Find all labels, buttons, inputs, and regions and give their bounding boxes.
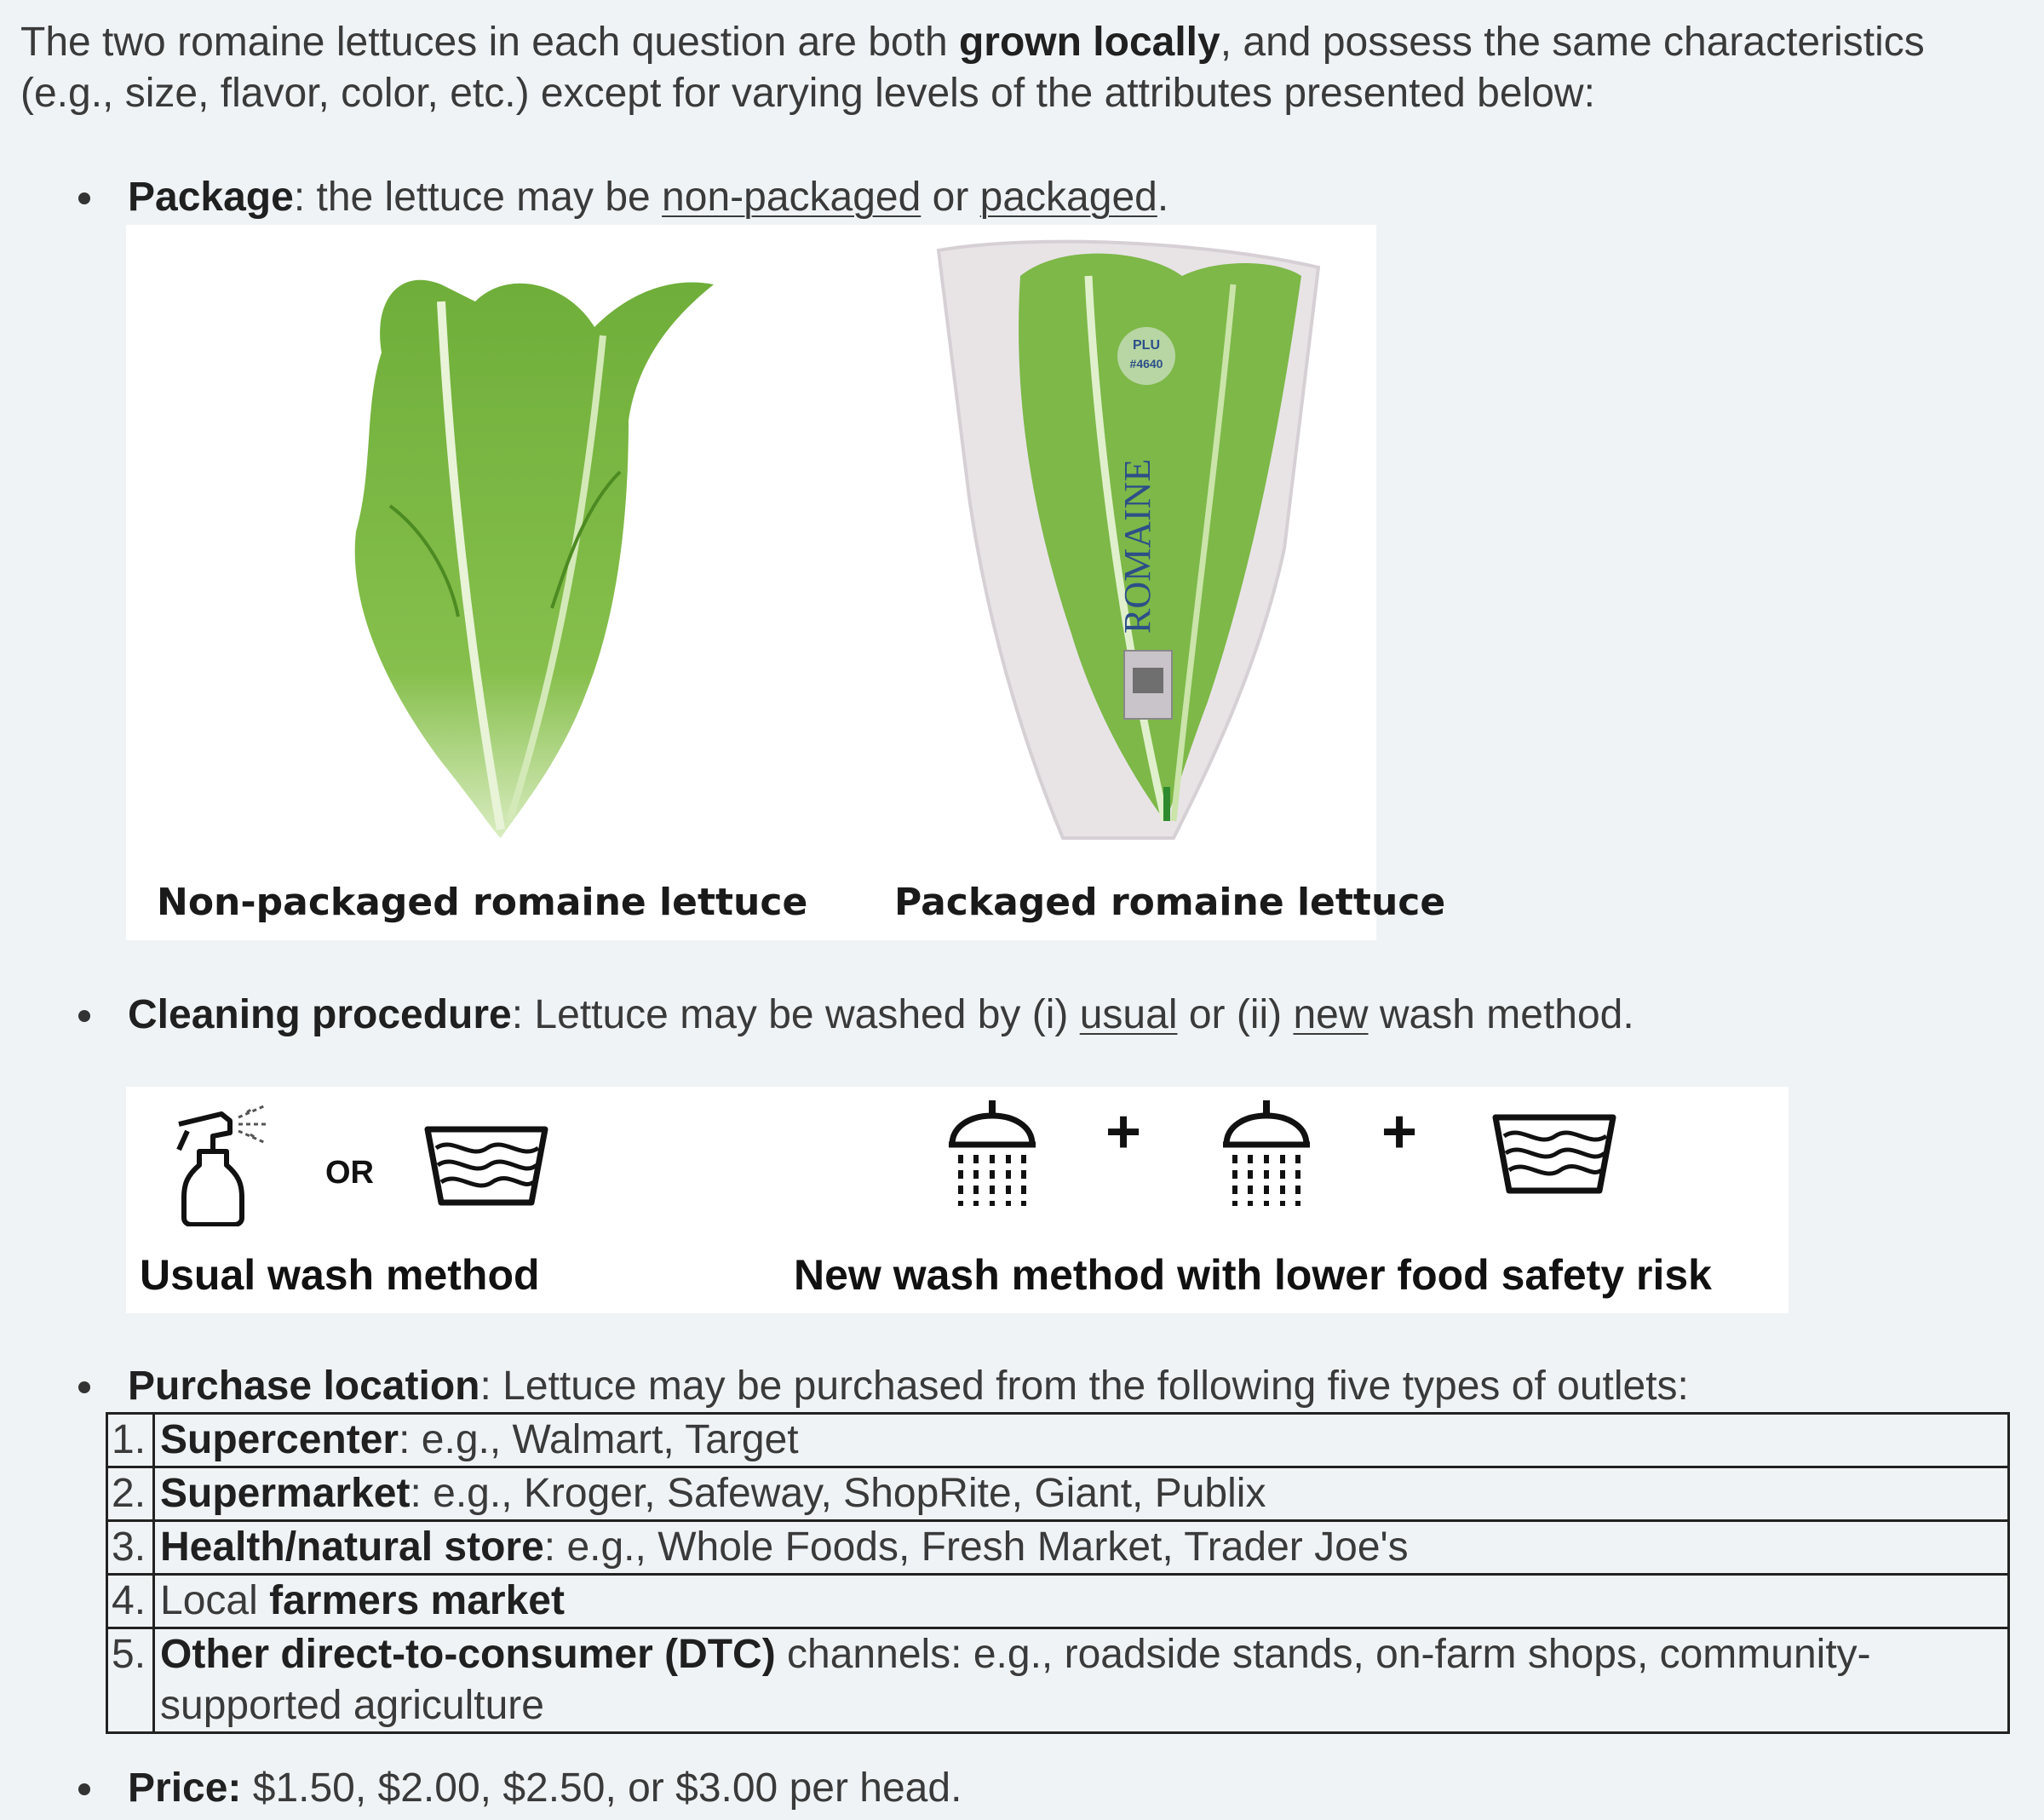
- table-row: [107, 1521, 2009, 1575]
- cleaning-text-3: wash method.: [1368, 992, 1634, 1037]
- packaged-lettuce-image: [927, 225, 1335, 847]
- purchase-label: Purchase location: [128, 1364, 480, 1409]
- price-text: [128, 1763, 962, 1814]
- cleaning-text-2: or (ii): [1177, 992, 1294, 1037]
- row-bold: Health/natural store: [160, 1524, 544, 1570]
- package-text: [128, 172, 1168, 223]
- bullet-dot: [78, 1783, 90, 1795]
- outlet-table: [106, 1412, 2010, 1734]
- table-row: [107, 1628, 2009, 1733]
- price-values: $1.50, $2.00, $2.50, or $3.00 per head.: [241, 1765, 962, 1811]
- shower-head-icon: [1220, 1097, 1313, 1208]
- row-content: [154, 1575, 2009, 1628]
- bullet-dot: [78, 1381, 90, 1393]
- row-bold: Other direct-to-consumer (DTC): [160, 1632, 776, 1677]
- table-row: [107, 1575, 2009, 1628]
- cleaning-option-new: new: [1293, 992, 1369, 1037]
- plu-sticker-number: #4640: [1129, 357, 1163, 370]
- row-pre: Local: [160, 1578, 270, 1623]
- row-rest: : e.g., Walmart, Target: [399, 1417, 799, 1462]
- row-number: 3.: [107, 1521, 154, 1575]
- nonpackaged-lettuce-image: [228, 250, 790, 847]
- new-wash-caption: New wash method with lower food safety risk: [794, 1251, 1712, 1299]
- row-bold: Supermarket: [160, 1471, 411, 1516]
- purchase-text: [128, 1361, 1689, 1412]
- packaged-caption: Packaged romaine lettuce: [894, 881, 1446, 924]
- row-rest: : e.g., Kroger, Safeway, ShopRite, Giant, Publix: [410, 1471, 1266, 1516]
- cleaning-text-1: : Lettuce may be washed by (i): [511, 992, 1080, 1037]
- row-number: 2.: [107, 1467, 154, 1521]
- row-number: 5.: [107, 1628, 154, 1733]
- cleaning-text: [128, 990, 1634, 1041]
- intro-text: The two romaine lettuces in each question are both: [20, 20, 959, 65]
- package-text-3: .: [1157, 175, 1169, 220]
- usual-wash-caption: Usual wash method: [140, 1251, 540, 1299]
- basin-wash-icon: [1490, 1111, 1618, 1196]
- row-rest: : e.g., Whole Foods, Fresh Market, Trader Joe's: [543, 1524, 1409, 1570]
- wash-method-panel: [126, 1087, 1788, 1313]
- table-row: [107, 1414, 2009, 1467]
- row-number: 4.: [107, 1575, 154, 1628]
- row-bold: Supercenter: [160, 1417, 399, 1462]
- row-content: [154, 1467, 2009, 1521]
- plus-sign-2: +: [1381, 1098, 1418, 1166]
- package-text-1: : the lettuce may be: [293, 175, 663, 220]
- purchase-description: : Lettuce may be purchased from the following five types of outlets:: [479, 1364, 1689, 1409]
- package-text-2: or: [921, 175, 980, 220]
- table-row: [107, 1467, 2009, 1521]
- intro-bold: grown locally: [958, 20, 1220, 65]
- basin-wash-icon: [422, 1122, 550, 1208]
- cleaning-option-usual: usual: [1079, 992, 1178, 1037]
- or-label: OR: [325, 1155, 374, 1191]
- row-content: [154, 1414, 2009, 1467]
- shower-head-icon: [945, 1097, 1039, 1208]
- row-number: 1.: [107, 1414, 154, 1467]
- package-label: Package: [128, 175, 294, 220]
- package-option-packaged: packaged: [979, 175, 1157, 220]
- row-content: [154, 1521, 2009, 1575]
- intro-text-rest: , and possess the same characteristics (e.g., size, flavor, color, etc.) except for varying levels of the attributes presented below:: [20, 20, 1925, 116]
- package-option-nonpackaged: non-packaged: [662, 175, 922, 220]
- bullet-dot: [78, 192, 90, 204]
- romaine-bag-text: ROMAINE: [1117, 458, 1158, 634]
- plu-sticker-text: PLU: [1133, 338, 1160, 353]
- price-label: Price:: [128, 1765, 242, 1811]
- spray-bottle-icon: [170, 1099, 273, 1226]
- row-rest: channels: e.g., roadside stands, on-farm shops, community-supported agriculture: [160, 1632, 1871, 1728]
- nonpackaged-caption: Non-packaged romaine lettuce: [157, 881, 808, 924]
- bullet-dot: [78, 1010, 90, 1022]
- row-bold: farmers market: [269, 1578, 565, 1623]
- row-content: [154, 1628, 2009, 1733]
- cleaning-label: Cleaning procedure: [128, 992, 512, 1037]
- plus-sign-1: +: [1105, 1098, 1142, 1166]
- intro-paragraph: [20, 17, 2005, 119]
- package-image-panel: [126, 225, 1446, 940]
